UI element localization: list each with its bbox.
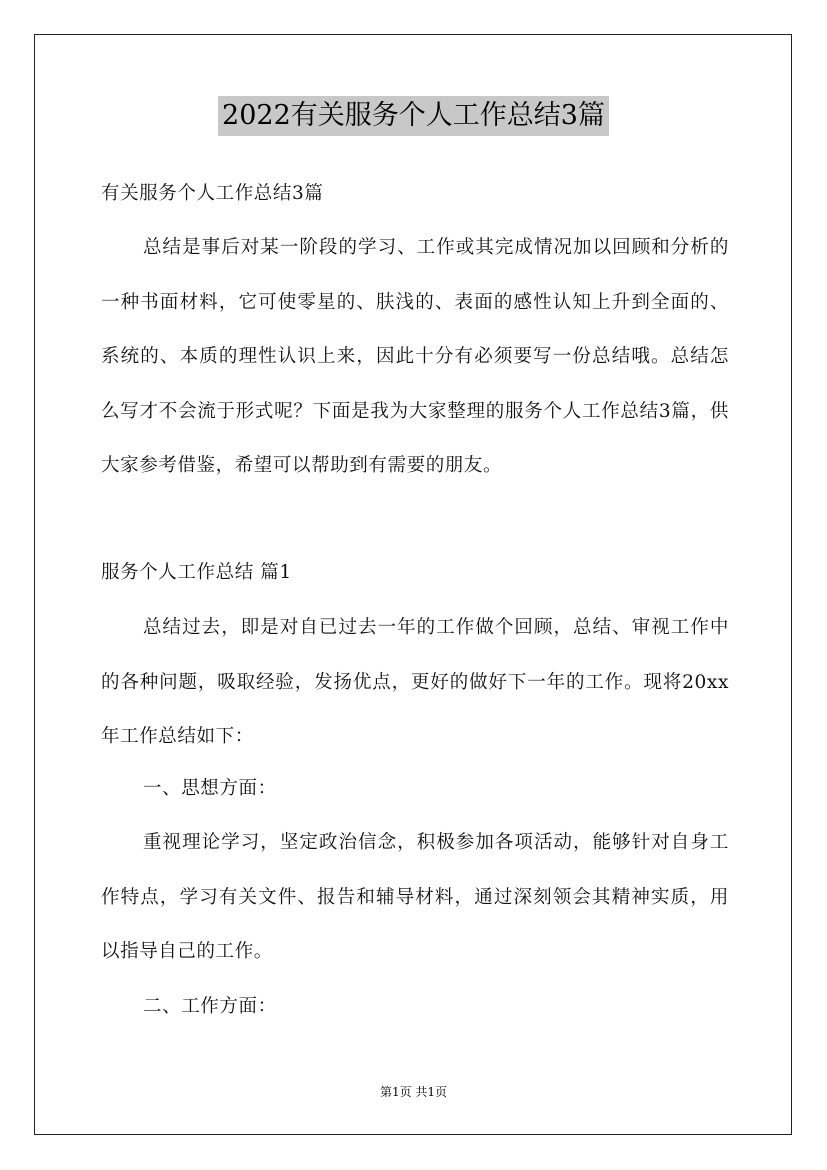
page-footer: 第1页 共1页 [379, 1085, 448, 1099]
intro-paragraph: 总结是事后对某一阶段的学习、工作或其完成情况加以回顾和分析的一种书面材料，它可使零星的、肤浅的、表面的感性认知上升到全面的、系统的、本质的理性认识上来，因此十分有必须要写一份总结哦。总结怎么写才不会流于形式呢？下面是我为大家整理的服务个人工作总结3篇，供大家参考借鉴，希望可以帮助到有需要的朋友。 [101, 237, 729, 476]
document-subtitle: 有关服务个人工作总结3篇 [101, 183, 324, 204]
section-heading: 服务个人工作总结 篇1 [101, 562, 292, 583]
section-intro-paragraph: 总结过去，即是对自已过去一年的工作做个回顾，总结、审视工作中的各种问题，吸取经验，发扬优点，更好的做好下一年的工作。现将20xx年工作总结如下： [101, 617, 729, 747]
thought-paragraph: 重视理论学习，坚定政治信念，积极参加各项活动，能够针对自身工作特点，学习有关文件、报告和辅导材料，通过深刻领会其精神实质，用以指导自己的工作。 [101, 832, 729, 962]
heading-work: 二、工作方面： [143, 996, 277, 1017]
heading-thought: 一、思想方面： [143, 778, 277, 799]
title-container [0, 96, 827, 136]
document-title: 2022有关服务个人工作总结3篇 [218, 96, 609, 136]
